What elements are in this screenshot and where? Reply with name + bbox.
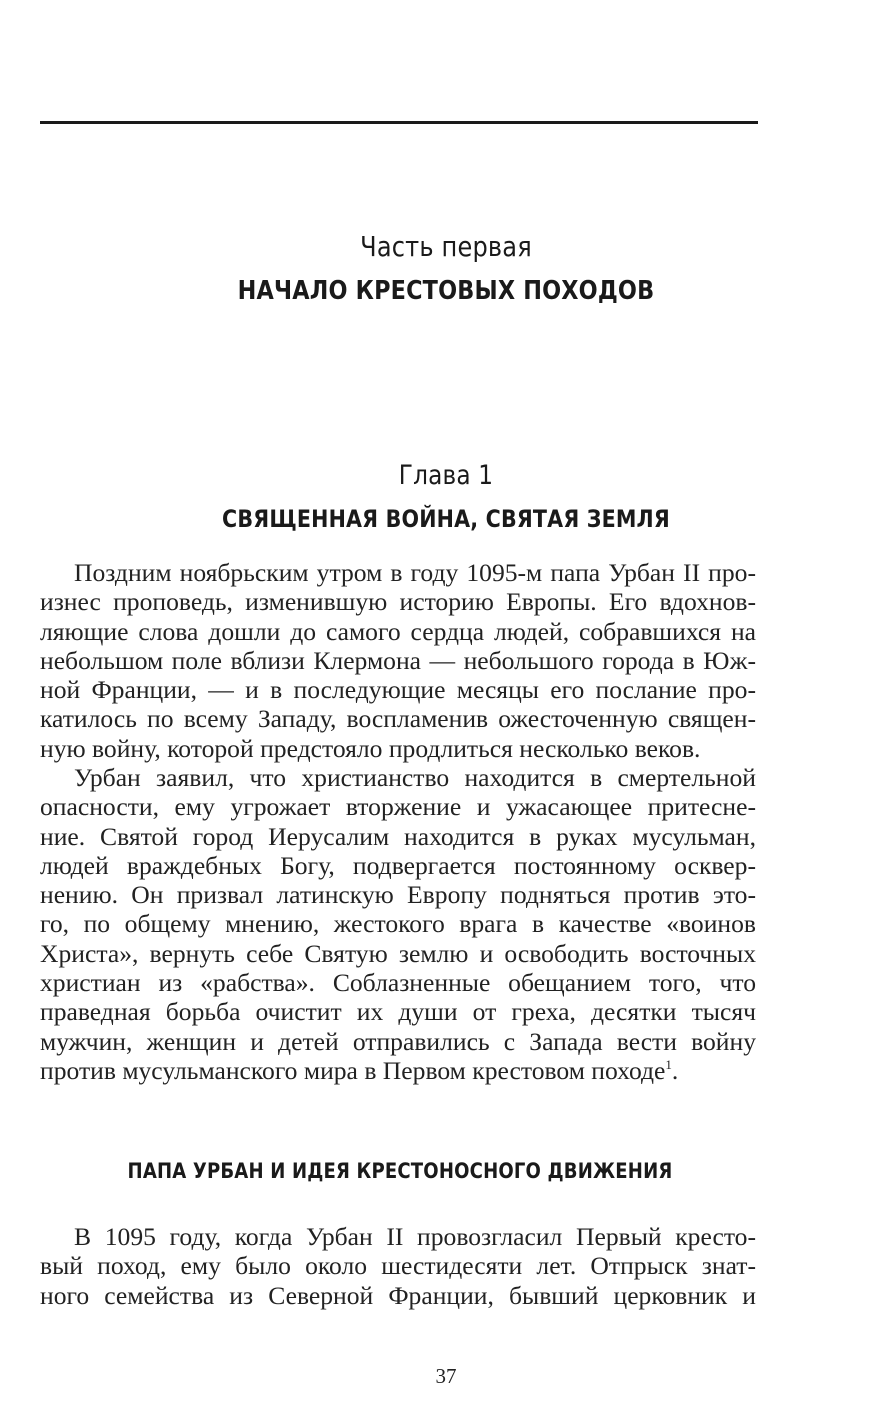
text-line: ного семейства из Северной Франции, бывший церковник и xyxy=(40,1280,756,1310)
chapter-title: СВЯЩЕННАЯ ВОЙНА, СВЯТАЯ ЗЕМЛЯ xyxy=(222,505,670,533)
part-label: Часть первая xyxy=(360,230,532,263)
text-line: людей враждебных Богу, подвергается постоянному осквер- xyxy=(40,850,756,880)
chapter-label: Глава 1 xyxy=(398,460,494,491)
end-punct: . xyxy=(671,1055,679,1085)
part-title: НАЧАЛО КРЕСТОВЫХ ПОХОДОВ xyxy=(237,276,655,306)
text-line: изнес проповедь, изменившую историю Европы. Его вдохнов- xyxy=(40,587,756,617)
text-line: против мусульманского мира в Первом крестовом походе xyxy=(40,1055,666,1085)
paragraph-3 xyxy=(40,1222,756,1310)
text-line: опасности, ему угрожает вторжение и ужасающее притесне- xyxy=(40,792,756,822)
page-number: 37 xyxy=(435,1364,457,1388)
footnote-ref[interactable]: 1 xyxy=(665,1056,672,1072)
paragraph-1 xyxy=(40,558,756,763)
top-rule xyxy=(40,121,758,124)
text-line-last xyxy=(40,1056,756,1085)
section-title: ПАПА УРБАН И ИДЕЯ КРЕСТОНОСНОГО ДВИЖЕНИЯ xyxy=(127,1159,673,1183)
text-line: Христа», вернуть себе Святую землю и освободить восточных xyxy=(40,938,756,968)
text-line: нению. Он призвал латинскую Европу подняться против это- xyxy=(40,880,756,910)
text-line: мужчин, женщин и детей отправились с Запада вести войну xyxy=(40,1026,756,1056)
text-line: небольшом поле вблизи Клермона — небольшого города в Юж- xyxy=(40,645,756,675)
text-line: катилось по всему Западу, воспламенив ожесточенную священ- xyxy=(40,704,756,734)
text-line: го, по общему мнению, жестокого врага в качестве «воинов xyxy=(40,909,756,939)
paragraph-2 xyxy=(40,763,756,1085)
text-line: ние. Святой город Иерусалим находится в руках мусульман, xyxy=(40,821,756,851)
text-line: христиан из «рабства». Соблазненные обещанием того, что xyxy=(40,968,756,998)
text-line: В 1095 году, когда Урбан II провозгласил Первый кресто- xyxy=(74,1222,756,1251)
text-line: вый поход, ему было около шестидесяти лет. Отпрыск знат- xyxy=(40,1251,756,1281)
text-line: Урбан заявил, что христианство находится в смертельной xyxy=(74,763,756,792)
text-line: ной Франции, — и в последующие месяцы его послание про- xyxy=(40,675,756,705)
text-line: ляющие слова дошли до самого сердца людей, собравшихся на xyxy=(40,616,756,646)
text-line: праведная борьба очистит их души от греха, десятки тысяч xyxy=(40,997,756,1027)
text-line: Поздним ноябрьским утром в году 1095-м папа Урбан II про- xyxy=(74,558,756,587)
text-line: ную войну, которой предстояло продлиться несколько веков. xyxy=(40,733,701,763)
